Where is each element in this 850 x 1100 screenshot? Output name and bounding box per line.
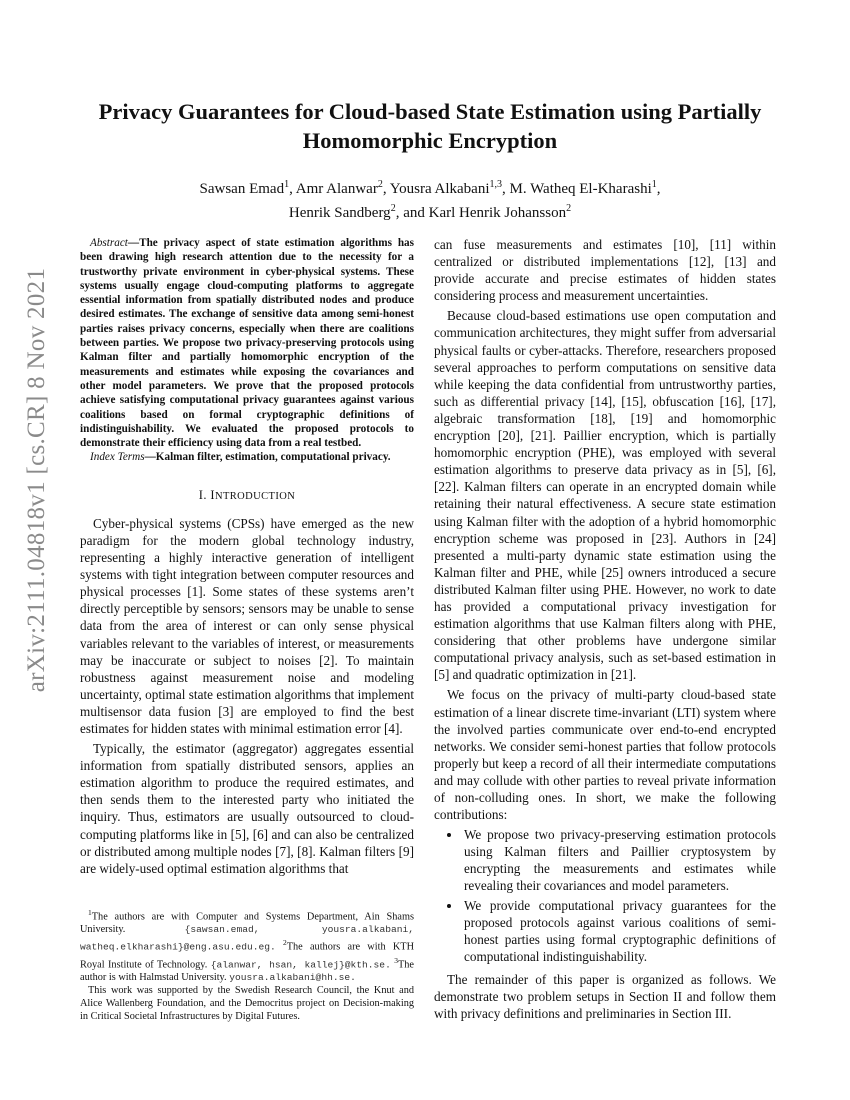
index-terms-text: —Kalman filter, estimation, computational privacy. <box>144 451 391 464</box>
author-name: Amr Alanwar <box>295 181 378 197</box>
footnote-text: The authors are with Computer and Systems Department, Ain Shams University. <box>80 911 414 936</box>
author-affiliation-mark: 1 <box>284 179 290 190</box>
author-name: Yousra Alkabani <box>389 181 490 197</box>
body-paragraph: Because cloud-based estimations use open computation and communication architectures, they might suffer from adversarial physical faults or cyber-attacks. Therefore, researchers proposed several approaches to perform computations on sensitive data while keeping the data confidential from untrustworthy parties, such as differential privacy [14], [15], obfuscation [16], [17], algebraic transformation [18], [19] and homomorphic encryption [20], [21]. Paillier encryption, which is partially homomorphic encryption (PHE), was employed with several estimation algorithms to preserve data privacy as in [5], [6], [22]. Kalman filters can operate in an encrypted domain while retaining their natural effectiveness. A secure state estimation using Kalman filter with the adoption of a hybrid homomorphic encryption scheme was proposed in [23]. Authors in [24] presented a multi-party dynamic state estimation using the Kalman filter and PHE, while [25] owners introduced a secure distributed Kalman filter using PHE. However, no work to date has provided a computational privacy investigation for estimation algorithms that use Kalman filters along with PHE, considering that other problems have undergone similar computational privacy analysis, such as set-based estimation in [5] and quadratic optimization in [21]. <box>434 308 776 683</box>
footnote-email: {alanwar, hsan, kallej}@kth.se. <box>210 958 391 970</box>
author-affiliation-mark: 1 <box>651 179 657 190</box>
author-affiliation-mark: 2 <box>377 179 383 190</box>
body-paragraph: The remainder of this paper is organized as follows. We demonstrate two problem setups in Section II and follow them with privacy definitions and preliminaries in Section III. <box>434 971 776 1022</box>
contribution-list <box>434 826 776 965</box>
abstract-text: —The privacy aspect of state estimation algorithms has been drawing high research attention due to the necessity for a trustworthy private environment in cyber-physical systems. These systems usually engage cloud-computing platforms to aggregate essential information from spatially distributed nodes and produce desired estimates. The exchange of sensitive data among semi-honest parties raises privacy concerns, especially when there are coalitions between parties. We propose two privacy-preserving protocols using Kalman filter and partially homomorphic encryption of the measurements and estimates while exposing the covariances and other model parameters. We prove that the proposed protocols achieve satisfying computational privacy guarantees against various coalitions based on formal cryptographic definitions of indistinguishability. We evaluated the proposed protocols to demonstrate their efficiency using data from a real testbed. <box>80 237 414 450</box>
author-affiliation-mark: 2 <box>566 203 572 214</box>
section-heading-introduction <box>80 487 414 505</box>
author-name: M. Watheq El-Kharashi <box>509 181 652 197</box>
abstract <box>80 236 414 450</box>
footnote-mark: 3 <box>394 955 398 965</box>
affiliation-footnote <box>80 907 414 985</box>
left-column <box>80 236 414 880</box>
author-line-2: Henrik Sandberg$^2$, and Karl Henrik Johansson$^2$ <box>288 203 572 221</box>
author-name: Sawsan Emad <box>199 181 285 197</box>
paper-title: Privacy Guarantees for Cloud-based State Estimation using Partially Homomorphic Encryption <box>98 99 762 153</box>
contribution-item: • We provide computational privacy guarantees for the proposed protocols against various coalitions of semi-honest parties using formal cryptographic definitions of computational indistinguishability. <box>462 897 776 965</box>
footnotes <box>80 907 414 1024</box>
funding-footnote: This work was supported by the Swedish Research Council, the Knut and Alice Wallenberg Foundation, and the Democritus project on Decision-making in Critical Societal Infrastructures by Digital Futures. <box>80 984 414 1022</box>
arxiv-identifier-stamp <box>22 267 52 693</box>
arxiv-identifier-text: arXiv:2111.04818v1 [cs.CR] 8 Nov 2021 <box>23 267 50 693</box>
abstract-label: Abstract <box>90 237 128 249</box>
author-name: Karl Henrik Johansson <box>428 205 567 221</box>
section-title-rest: NTRODUCTION <box>214 490 296 502</box>
section-title-initial: I <box>210 487 215 502</box>
footnote-text: The authors are with KTH Royal Institute of Technology. <box>80 941 415 970</box>
author-line-1: Sawsan Emad$^1$, Amr Alanwar$^2$, Yousra Alkabani$^{1,3}$, M. Watheq El-Kharashi$^1$, <box>199 179 661 197</box>
footnote-text: The author is with Halmstad University. <box>80 958 414 983</box>
section-numeral: I. <box>198 487 207 502</box>
index-terms-label: Index Terms <box>90 451 145 464</box>
author-affiliation-mark: 1,3 <box>489 179 503 190</box>
body-paragraph: Cyber-physical systems (CPSs) have emerged as the new paradigm for the modern global technology industry, representing a highly interactive generation of intelligent systems with tight integration between computer resources and physical processes [1]. Some states of these systems aren’t directly perceptible by sensors; sensors may be unable to sense data from the area of interest or can only sense physical variables relevant to the variables of interest, or measurements may be inaccurate or subject to noises [2]. To maintain robustness against measurement noise and modeling uncertainty, optimal state estimation algorithms that implement multisensor data fusion [3] are employed to find the best estimates for hidden states with minimal estimation error [4]. <box>80 515 414 736</box>
footnote-mark: 1 <box>88 908 92 917</box>
body-paragraph: We focus on the privacy of multi-party cloud-based state estimation of a linear discrete time-invariant (LTI) system where the involved parties communicate over end-to-end encrypted networks. We consider semi-honest parties that follow protocols properly but keep a record of all their intermediate computations and may collude with other parties to reveal private information of non-colluding ones. In short, we make the following contributions: <box>434 687 776 823</box>
footnote-mark: 2 <box>282 938 287 948</box>
contribution-item: • We propose two privacy-preserving estimation protocols using Kalman filters and Paillier cryptosystem by encrypting the measurements and estimates while revealing their covariances and model parameters. <box>462 826 776 894</box>
right-column <box>434 236 776 1025</box>
author-list <box>80 175 780 223</box>
footnote-email: yousra.alkabani@hh.se. <box>229 971 356 983</box>
body-paragraph-continued: can fuse measurements and estimates [10], [11] within centralized or distributed implementations [12], [13] and provide accurate and precise estimates of hidden states considering process and measurement uncertainties. <box>434 237 776 304</box>
author-affiliation-mark: 2 <box>390 203 396 214</box>
index-terms <box>80 450 414 464</box>
body-paragraph: Typically, the estimator (aggregator) aggregates essential information from spatially distributed sensors, applies an estimation algorithm to produce the required estimates, and then sends them to the interested party who initiated the inquiry. Thus, estimators are usually outsourced to cloud-computing platforms like in [5], [6] and can also be centralized or distributed among multiple nodes [7], [8]. Kalman filters [9] are widely-used optimal estimation algorithms that <box>80 741 414 876</box>
footnote-email: {sawsan.emad, yousra.alkabani, watheq.elkharashi}@eng.asu.edu.eg. <box>80 924 414 953</box>
author-name: Henrik Sandberg <box>288 205 391 221</box>
